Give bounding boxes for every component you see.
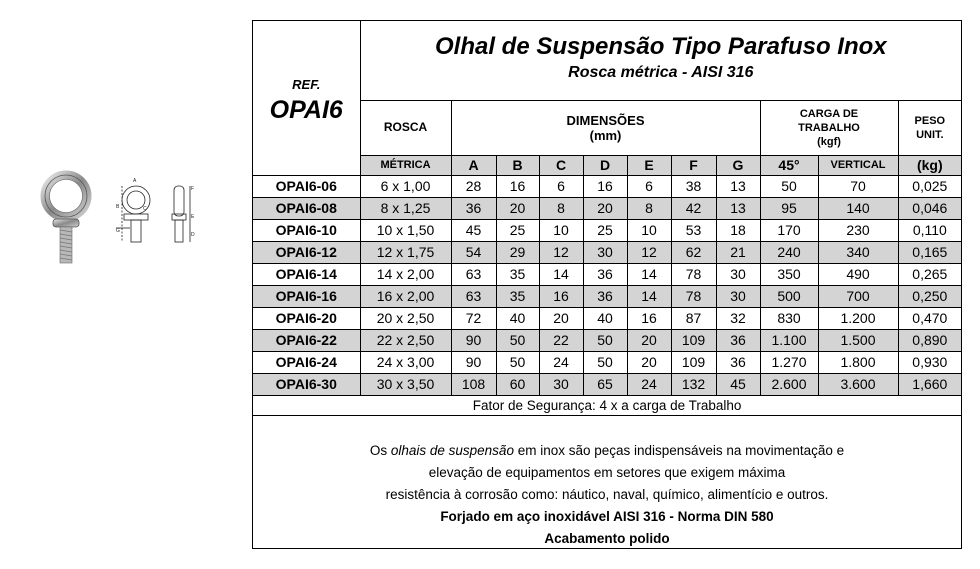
cell-code: OPAI6-08 — [253, 197, 360, 219]
cell-c45: 1.270 — [760, 351, 818, 373]
cell-c45: 95 — [760, 197, 818, 219]
cell-d: 16 — [583, 175, 627, 197]
cell-c: 8 — [539, 197, 583, 219]
cell-d: 65 — [583, 373, 627, 395]
header-peso-line1: PESO — [914, 114, 946, 127]
cell-g: 13 — [716, 197, 760, 219]
table-row — [253, 219, 961, 241]
cell-peso: 0,165 — [898, 241, 961, 263]
cell-f: 38 — [671, 175, 716, 197]
cell-peso: 0,930 — [898, 351, 961, 373]
description-line-1-pre: Os — [369, 443, 391, 458]
cell-g: 32 — [716, 307, 760, 329]
cell-g: 36 — [716, 329, 760, 351]
cell-b: 40 — [496, 307, 539, 329]
cell-b: 20 — [496, 197, 539, 219]
cell-vert: 70 — [818, 175, 898, 197]
cell-e: 24 — [627, 373, 671, 395]
description-line-2: elevação de equipamentos em setores que exigem máxima — [428, 465, 786, 480]
cell-b: 29 — [496, 241, 539, 263]
cell-peso: 0,110 — [898, 219, 961, 241]
cell-g: 30 — [716, 263, 760, 285]
cell-c: 10 — [539, 219, 583, 241]
cell-f: 78 — [671, 263, 716, 285]
cell-peso: 0,250 — [898, 285, 961, 307]
table-row — [253, 373, 961, 395]
subheader-d: D — [583, 155, 627, 175]
description-line-1-em: olhais de suspensão — [390, 443, 514, 458]
cell-vert: 700 — [818, 285, 898, 307]
cell-vert: 140 — [818, 197, 898, 219]
cell-a: 36 — [451, 197, 496, 219]
cell-c45: 1.100 — [760, 329, 818, 351]
cell-a: 108 — [451, 373, 496, 395]
description-material: Forjado em aço inoxidável AISI 316 - Norma DIN 580 — [440, 509, 774, 524]
cell-d: 50 — [583, 351, 627, 373]
subheader-vertical: VERTICAL — [818, 155, 898, 175]
cell-vert: 490 — [818, 263, 898, 285]
spec-sheet — [252, 20, 962, 549]
cell-f: 132 — [671, 373, 716, 395]
cell-d: 36 — [583, 263, 627, 285]
cell-g: 18 — [716, 219, 760, 241]
cell-a: 63 — [451, 263, 496, 285]
ref-code: OPAI6 — [269, 96, 343, 124]
cell-c45: 500 — [760, 285, 818, 307]
spec-table — [253, 21, 961, 416]
cell-vert: 1.200 — [818, 307, 898, 329]
cell-e: 20 — [627, 351, 671, 373]
cell-peso: 0,265 — [898, 263, 961, 285]
cell-b: 35 — [496, 285, 539, 307]
ref-label: REF. — [292, 77, 321, 92]
cell-c: 20 — [539, 307, 583, 329]
cell-code: OPAI6-10 — [253, 219, 360, 241]
ref-cell — [253, 21, 360, 175]
cell-c: 22 — [539, 329, 583, 351]
label-e: E — [191, 214, 195, 220]
label-f: F — [191, 186, 195, 192]
cell-rosca: 30 x 3,50 — [360, 373, 451, 395]
subheader-a: A — [451, 155, 496, 175]
subheader-e: E — [627, 155, 671, 175]
subheader-g: G — [716, 155, 760, 175]
label-g: G — [116, 228, 120, 234]
cell-a: 63 — [451, 285, 496, 307]
cell-e: 12 — [627, 241, 671, 263]
header-dimensoes — [451, 100, 760, 155]
cell-code: OPAI6-24 — [253, 351, 360, 373]
cell-e: 8 — [627, 197, 671, 219]
cell-e: 14 — [627, 263, 671, 285]
table-row — [253, 197, 961, 219]
subheader-peso-unit: (kg) — [898, 155, 961, 175]
cell-c45: 830 — [760, 307, 818, 329]
cell-c45: 240 — [760, 241, 818, 263]
table-row — [253, 285, 961, 307]
description-line-1 — [253, 440, 961, 462]
cell-rosca: 8 x 1,25 — [360, 197, 451, 219]
cell-code: OPAI6-06 — [253, 175, 360, 197]
label-c: C — [143, 206, 147, 212]
eye-bolt-photo — [45, 175, 87, 263]
header-peso-line2: UNIT. — [916, 128, 944, 141]
label-b: B — [116, 204, 120, 210]
cell-rosca: 14 x 2,00 — [360, 263, 451, 285]
subheader-metrica: MÉTRICA — [360, 155, 451, 175]
table-row — [253, 241, 961, 263]
cell-vert: 1.800 — [818, 351, 898, 373]
cell-c: 14 — [539, 263, 583, 285]
cell-d: 20 — [583, 197, 627, 219]
description-finish: Acabamento polido — [544, 531, 670, 546]
cell-peso: 1,660 — [898, 373, 961, 395]
cell-f: 53 — [671, 219, 716, 241]
header-carga — [760, 100, 898, 155]
cell-f: 109 — [671, 329, 716, 351]
cell-f: 109 — [671, 351, 716, 373]
cell-b: 35 — [496, 263, 539, 285]
table-row — [253, 307, 961, 329]
table-row — [253, 351, 961, 373]
cell-g: 45 — [716, 373, 760, 395]
description-line-3: resistência à corrosão como: náutico, naval, químico, alimentício e outros. — [385, 487, 829, 502]
cell-c45: 50 — [760, 175, 818, 197]
label-a: A — [133, 178, 137, 184]
cell-g: 13 — [716, 175, 760, 197]
cell-b: 16 — [496, 175, 539, 197]
header-carga-unit: (kgf) — [817, 135, 841, 148]
cell-c45: 170 — [760, 219, 818, 241]
cell-c: 12 — [539, 241, 583, 263]
cell-code: OPAI6-12 — [253, 241, 360, 263]
cell-c: 24 — [539, 351, 583, 373]
cell-d: 36 — [583, 285, 627, 307]
cell-b: 50 — [496, 329, 539, 351]
subheader-c: C — [539, 155, 583, 175]
table-row — [253, 175, 961, 197]
cell-e: 10 — [627, 219, 671, 241]
subheader-45: 45° — [760, 155, 818, 175]
header-peso — [898, 100, 961, 155]
cell-c: 30 — [539, 373, 583, 395]
cell-code: OPAI6-20 — [253, 307, 360, 329]
cell-vert: 340 — [818, 241, 898, 263]
cell-a: 72 — [451, 307, 496, 329]
cell-f: 87 — [671, 307, 716, 329]
cell-b: 50 — [496, 351, 539, 373]
cell-code: OPAI6-14 — [253, 263, 360, 285]
cell-f: 62 — [671, 241, 716, 263]
cell-peso: 0,025 — [898, 175, 961, 197]
cell-vert: 1.500 — [818, 329, 898, 351]
table-row — [253, 329, 961, 351]
cell-peso: 0,046 — [898, 197, 961, 219]
cell-f: 42 — [671, 197, 716, 219]
cell-g: 21 — [716, 241, 760, 263]
cell-b: 60 — [496, 373, 539, 395]
cell-a: 90 — [451, 329, 496, 351]
cell-a: 28 — [451, 175, 496, 197]
safety-factor: Fator de Segurança: 4 x a carga de Trabalho — [253, 395, 961, 415]
page-title: Olhal de Suspensão Tipo Parafuso Inox — [434, 33, 887, 60]
cell-rosca: 6 x 1,00 — [360, 175, 451, 197]
cell-rosca: 20 x 2,50 — [360, 307, 451, 329]
header-carga-line1: CARGA DE — [799, 107, 859, 120]
cell-e: 20 — [627, 329, 671, 351]
cell-peso: 0,470 — [898, 307, 961, 329]
cell-c45: 2.600 — [760, 373, 818, 395]
cell-g: 30 — [716, 285, 760, 307]
page-subtitle: Rosca métrica - AISI 316 — [568, 64, 754, 81]
cell-b: 25 — [496, 219, 539, 241]
title-cell — [360, 21, 961, 100]
cell-code: OPAI6-16 — [253, 285, 360, 307]
header-dimensoes-unit: (mm) — [589, 127, 622, 143]
cell-g: 36 — [716, 351, 760, 373]
description-line-1-post: em inox são peças indispensáveis na movimentação e — [513, 443, 845, 458]
cell-c: 16 — [539, 285, 583, 307]
cell-d: 30 — [583, 241, 627, 263]
subheader-f: F — [671, 155, 716, 175]
cell-d: 25 — [583, 219, 627, 241]
cell-c45: 350 — [760, 263, 818, 285]
cell-rosca: 12 x 1,75 — [360, 241, 451, 263]
cell-rosca: 22 x 2,50 — [360, 329, 451, 351]
cell-rosca: 10 x 1,50 — [360, 219, 451, 241]
cell-peso: 0,890 — [898, 329, 961, 351]
cell-rosca: 16 x 2,00 — [360, 285, 451, 307]
cell-code: OPAI6-30 — [253, 373, 360, 395]
cell-code: OPAI6-22 — [253, 329, 360, 351]
cell-d: 50 — [583, 329, 627, 351]
eye-bolt-side-view — [172, 186, 190, 242]
eye-bolt-illustration — [36, 168, 196, 268]
cell-d: 40 — [583, 307, 627, 329]
cell-a: 45 — [451, 219, 496, 241]
cell-a: 90 — [451, 351, 496, 373]
cell-vert: 230 — [818, 219, 898, 241]
cell-e: 16 — [627, 307, 671, 329]
eye-bolt-front-view — [116, 186, 150, 242]
cell-rosca: 24 x 3,00 — [360, 351, 451, 373]
cell-vert: 3.600 — [818, 373, 898, 395]
cell-e: 14 — [627, 285, 671, 307]
description — [253, 440, 961, 550]
header-carga-line2: TRABALHO — [798, 121, 860, 134]
data-rows — [253, 175, 961, 395]
cell-c: 6 — [539, 175, 583, 197]
subheader-row — [253, 155, 961, 175]
cell-e: 6 — [627, 175, 671, 197]
cell-f: 78 — [671, 285, 716, 307]
subheader-b: B — [496, 155, 539, 175]
table-row — [253, 263, 961, 285]
label-d: D — [191, 232, 195, 238]
header-dimensoes-label: DIMENSÕES — [566, 112, 645, 128]
cell-a: 54 — [451, 241, 496, 263]
header-rosca: ROSCA — [360, 100, 451, 155]
